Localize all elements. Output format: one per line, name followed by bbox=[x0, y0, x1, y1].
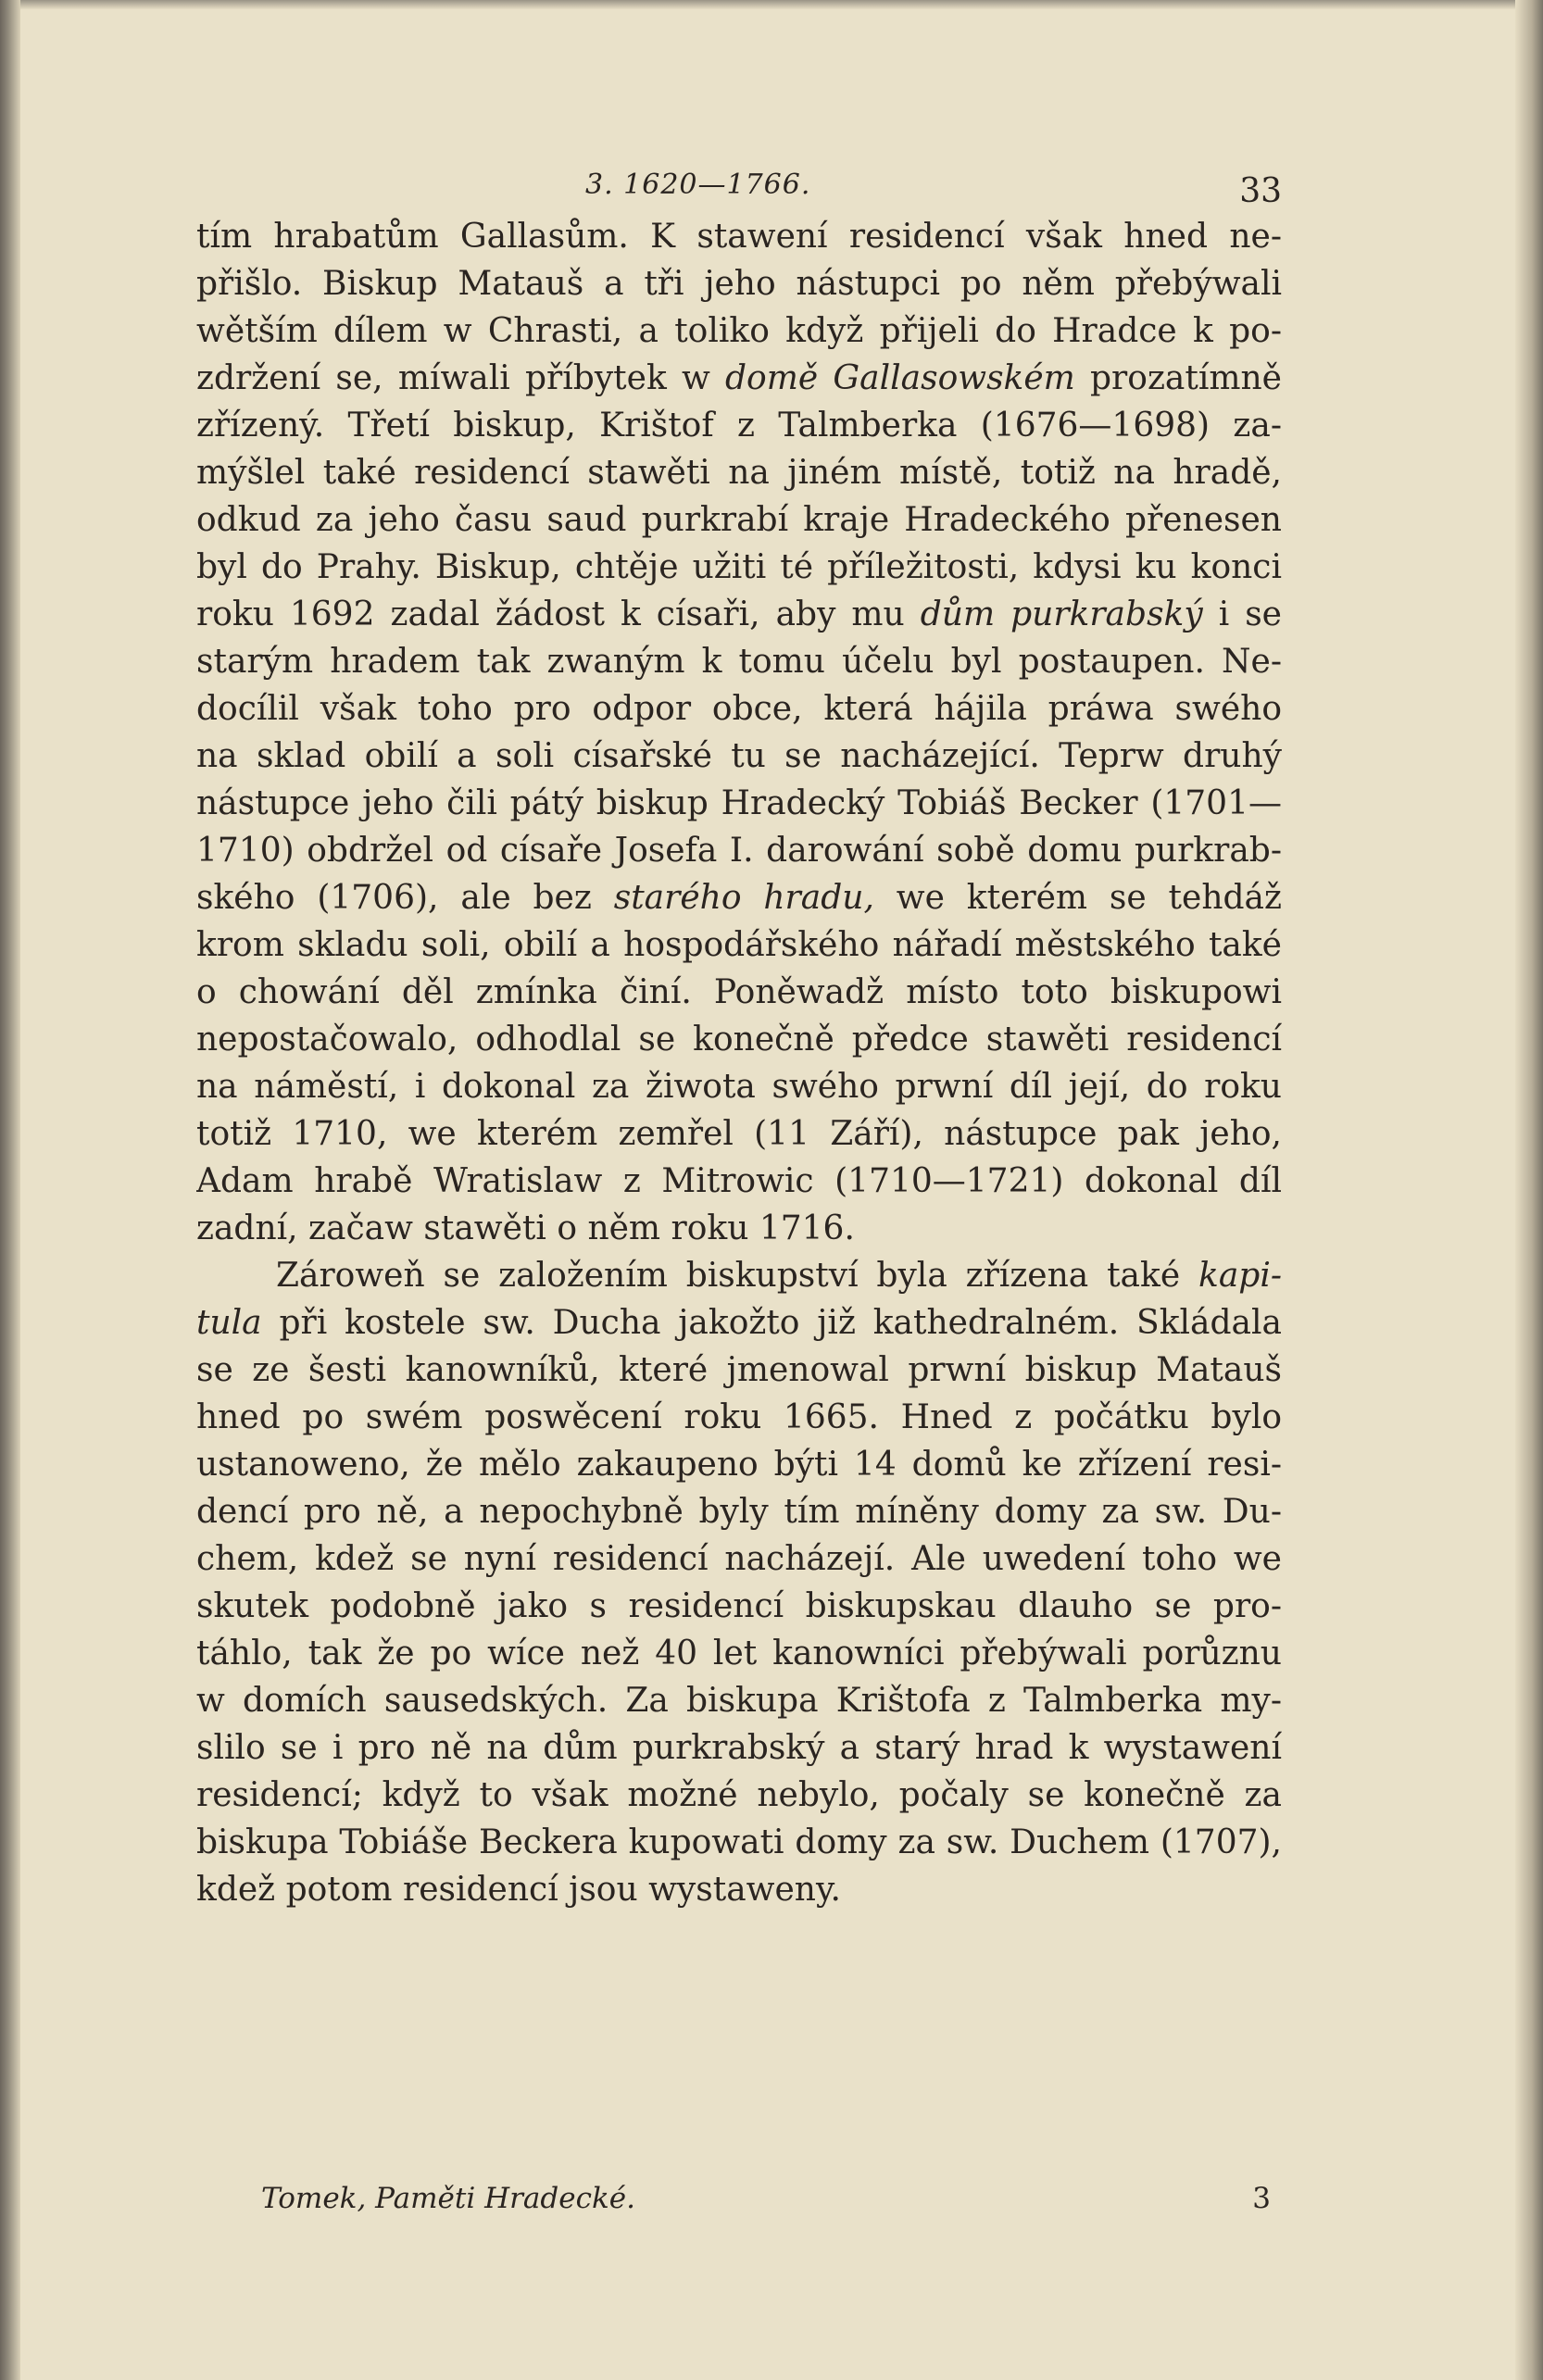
text-line: docílil však toho pro odpor obce, která hájila práwa swého bbox=[196, 690, 1282, 728]
text-run: prozatímně bbox=[1090, 359, 1282, 397]
text-line: byl do Prahy. Biskup, chtěje užiti té příležitosti, kdysi ku konci bbox=[196, 548, 1282, 586]
text-line: nástupce jeho čili pátý biskup Hradecký Tobiáš Becker (1701— bbox=[196, 784, 1282, 822]
text-line: zřízený. Třetí biskup, Krištof z Talmberka (1676—1698) za- bbox=[196, 407, 1282, 445]
text-line: kdež potom residencí jsou wystaweny. bbox=[196, 1871, 841, 1909]
text-run: zdržení se, míwali příbytek w bbox=[196, 359, 710, 397]
book-page bbox=[196, 157, 1282, 2215]
text-line: hned po swém poswěcení roku 1665. Hned z počátku bylo bbox=[196, 1398, 1282, 1436]
text-line: Adam hrabě Wratislaw z Mitrowic (1710—1721) dokonal díl bbox=[196, 1162, 1282, 1200]
scan-edge-top bbox=[0, 0, 1543, 9]
text-line: na sklad obilí a soli císařské tu se nacházející. Teprw druhý bbox=[196, 737, 1282, 775]
text-line: o chowání děl zmínka činí. Poněwadž místo toto biskupowi bbox=[196, 973, 1282, 1011]
text-line: skutek podobně jako s residencí biskupskau dlauho se pro- bbox=[196, 1587, 1282, 1625]
text-line: nepostačowalo, odhodlal se konečně předce stawěti residencí bbox=[196, 1021, 1282, 1058]
page-header bbox=[196, 157, 1282, 213]
text-line: táhlo, tak že po wíce než 40 let kanowníci přebýwali porůznu bbox=[196, 1635, 1282, 1672]
text-line: krom skladu soli, obilí a hospodářského nářadí městského také bbox=[196, 926, 1282, 964]
text-line: wětším dílem w Chrasti, a toliko když přijeli do Hradce k po- bbox=[196, 312, 1282, 350]
emphasis-stareho-hradu: starého hradu, bbox=[613, 879, 874, 917]
emphasis-kapitula-start: kapi- bbox=[1198, 1257, 1282, 1295]
text-line: 1710) obdržel od císaře Josefa I. darowání sobě domu purkrab- bbox=[196, 832, 1282, 870]
text-line: odkud za jeho času saud purkrabí kraje Hradeckého přenesen bbox=[196, 501, 1282, 539]
text-line: residencí; když to však možné nebylo, počaly se konečně za bbox=[196, 1776, 1282, 1814]
text-run: i se bbox=[1218, 595, 1282, 633]
text-line bbox=[196, 591, 1282, 638]
text-run: roku 1692 zadal žádost k císaři, aby mu bbox=[196, 595, 905, 633]
text-line: dencí pro ně, a nepochybně byly tím míněny domy za sw. Du- bbox=[196, 1493, 1282, 1531]
scan-edge-left bbox=[0, 0, 20, 2380]
text-run: Zároweň se založením biskupství byla zřízena také bbox=[276, 1257, 1181, 1295]
text-line: chem, kdež se nyní residencí nacházejí. Ale uwedení toho we bbox=[196, 1540, 1282, 1578]
emphasis-dum-purkrabsky: dům purkrabský bbox=[920, 595, 1203, 633]
text-line bbox=[196, 355, 1282, 402]
text-line: mýšlel také residencí stawěti na jiném místě, totiž na hradě, bbox=[196, 454, 1282, 492]
text-line: biskupa Tobiáše Beckera kupowati domy za sw. Duchem (1707), bbox=[196, 1823, 1282, 1861]
signature-mark: 3 bbox=[1252, 2182, 1271, 2215]
running-head: 3. 1620—1766. bbox=[585, 169, 811, 201]
text-line: w domích sausedských. Za biskupa Krištofa z Talmberka my- bbox=[196, 1682, 1282, 1720]
page-number: 33 bbox=[1239, 172, 1282, 210]
text-line: přišlo. Biskup Matauš a tři jeho nástupci po něm přebýwali bbox=[196, 265, 1282, 303]
footer-source: Tomek, Paměti Hradecké. bbox=[261, 2182, 635, 2215]
text-line: slilo se i pro ně na dům purkrabský a starý hrad k wystawení bbox=[196, 1729, 1282, 1767]
emphasis-kapitula-end: tula bbox=[196, 1304, 262, 1342]
text-line bbox=[196, 874, 1282, 921]
text-run: ského (1706), ale bez bbox=[196, 879, 592, 917]
emphasis-gallasowskem: domě Gallasowském bbox=[725, 359, 1075, 397]
scan-edge-right bbox=[1515, 0, 1543, 2380]
text-line: starým hradem tak zwaným k tomu účelu byl postaupen. Ne- bbox=[196, 643, 1282, 681]
page-footer bbox=[261, 2182, 1271, 2223]
text-line: se ze šesti kanowníků, které jmenowal prwní biskup Matauš bbox=[196, 1351, 1282, 1389]
text-run: při kostele sw. Ducha jakožto již kathedralném. Skládala bbox=[279, 1304, 1282, 1342]
text-line: zadní, začaw stawěti o něm roku 1716. bbox=[196, 1209, 855, 1247]
paragraph-2 bbox=[196, 1252, 1282, 1913]
text-line: na náměstí, i dokonal za žiwota swého prwní díl její, do roku bbox=[196, 1068, 1282, 1106]
text-line bbox=[196, 1252, 1282, 1299]
text-line: tím hrabatům Gallasům. K stawení residencí však hned ne- bbox=[196, 218, 1282, 256]
text-run: we kterém se tehdáž bbox=[896, 879, 1282, 917]
text-line: totiž 1710, we kterém zemřel (11 Září), nástupce pak jeho, bbox=[196, 1115, 1282, 1153]
text-line bbox=[196, 1299, 1282, 1347]
paragraph-1 bbox=[196, 213, 1282, 1252]
text-line: ustanoweno, že mělo zakaupeno býti 14 domů ke zřízení resi- bbox=[196, 1446, 1282, 1484]
